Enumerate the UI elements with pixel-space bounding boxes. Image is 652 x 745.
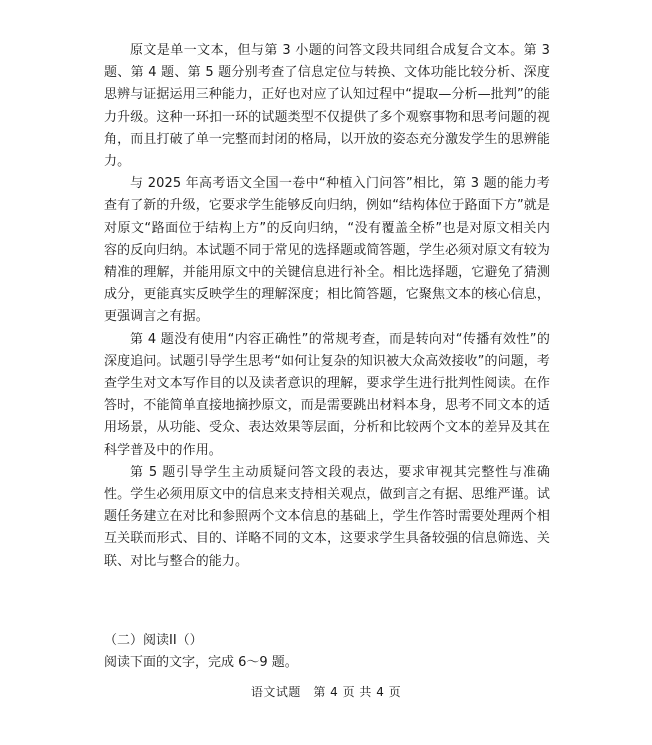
page-footer: 语文试题 第 4 页 共 4 页 xyxy=(250,685,402,699)
section-instruction: 阅读下面的文字，完成 6～9 题。 xyxy=(104,655,298,670)
paragraph-2: 与 2025 年高考语文全国一卷中“种植入门问答”相比，第 3 题的能力考查有了新的升级，它要求学生能够反向归纳，例如“结构体位于路面下方”就是对原文“路面位于结构上方”的反向归纳，“没有覆盖全桥”也是对原文相关内容的反向归纳。本试题不同于常见的选择题或简答题，学生必须对原文有较为精准的理解，并能用原文中的关键信息进行补全。相比选择题，它避免了猜测成分，更能真实反映学生的理解深度；相比简答题，它聚焦文本的核心信息，更强调言之有据。 xyxy=(104,176,550,325)
section-title: （二）阅读II（） xyxy=(104,633,203,648)
paragraph-3: 第 4 题没有使用“内容正确性”的常规考查，而是转向对“传播有效性”的深度追问。试题引导学生思考“如何让复杂的知识被大众高效接收”的问题，考查学生对文本写作目的以及读者意识的理解，要求学生进行批判性阅读。在作答时，不能简单直接地摘抄原文，而是需要跳出材料本身，思考不同文本的适用场景，从功能、受众、表达效果等层面，分析和比较两个文本的差异及其在科学普及中的作用。 xyxy=(104,331,550,458)
paragraph-4: 第 5 题引导学生主动质疑问答文段的表达，要求审视其完整性与准确性。学生必须用原文中的信息来支持相关观点，做到言之有据、思维严谨。试题任务建立在对比和参照两个文本信息的基础上，学生作答时需要处理两个相互关联而形式、目的、详略不同的文本，这要求学生具备较强的信息筛选、关联、对比与整合的能力。 xyxy=(104,464,550,569)
paragraph-1: 原文是单一文本，但与第 3 小题的问答文段共同组合成复合文本。第 3 题、第 4 题、第 5 题分别考查了信息定位与转换、文体功能比较分析、深度思辨与证据运用三种能力，正好也对应了认知过程中“提取—分析—批判”的能力升级。这种一环扣一环的试题类型不仅提供了多个观察事物和思考问题的视角，而且打破了单一完整而封闭的格局，以开放的姿态充分激发学生的思辨能力。 xyxy=(104,43,550,170)
commentary-body xyxy=(104,40,550,573)
